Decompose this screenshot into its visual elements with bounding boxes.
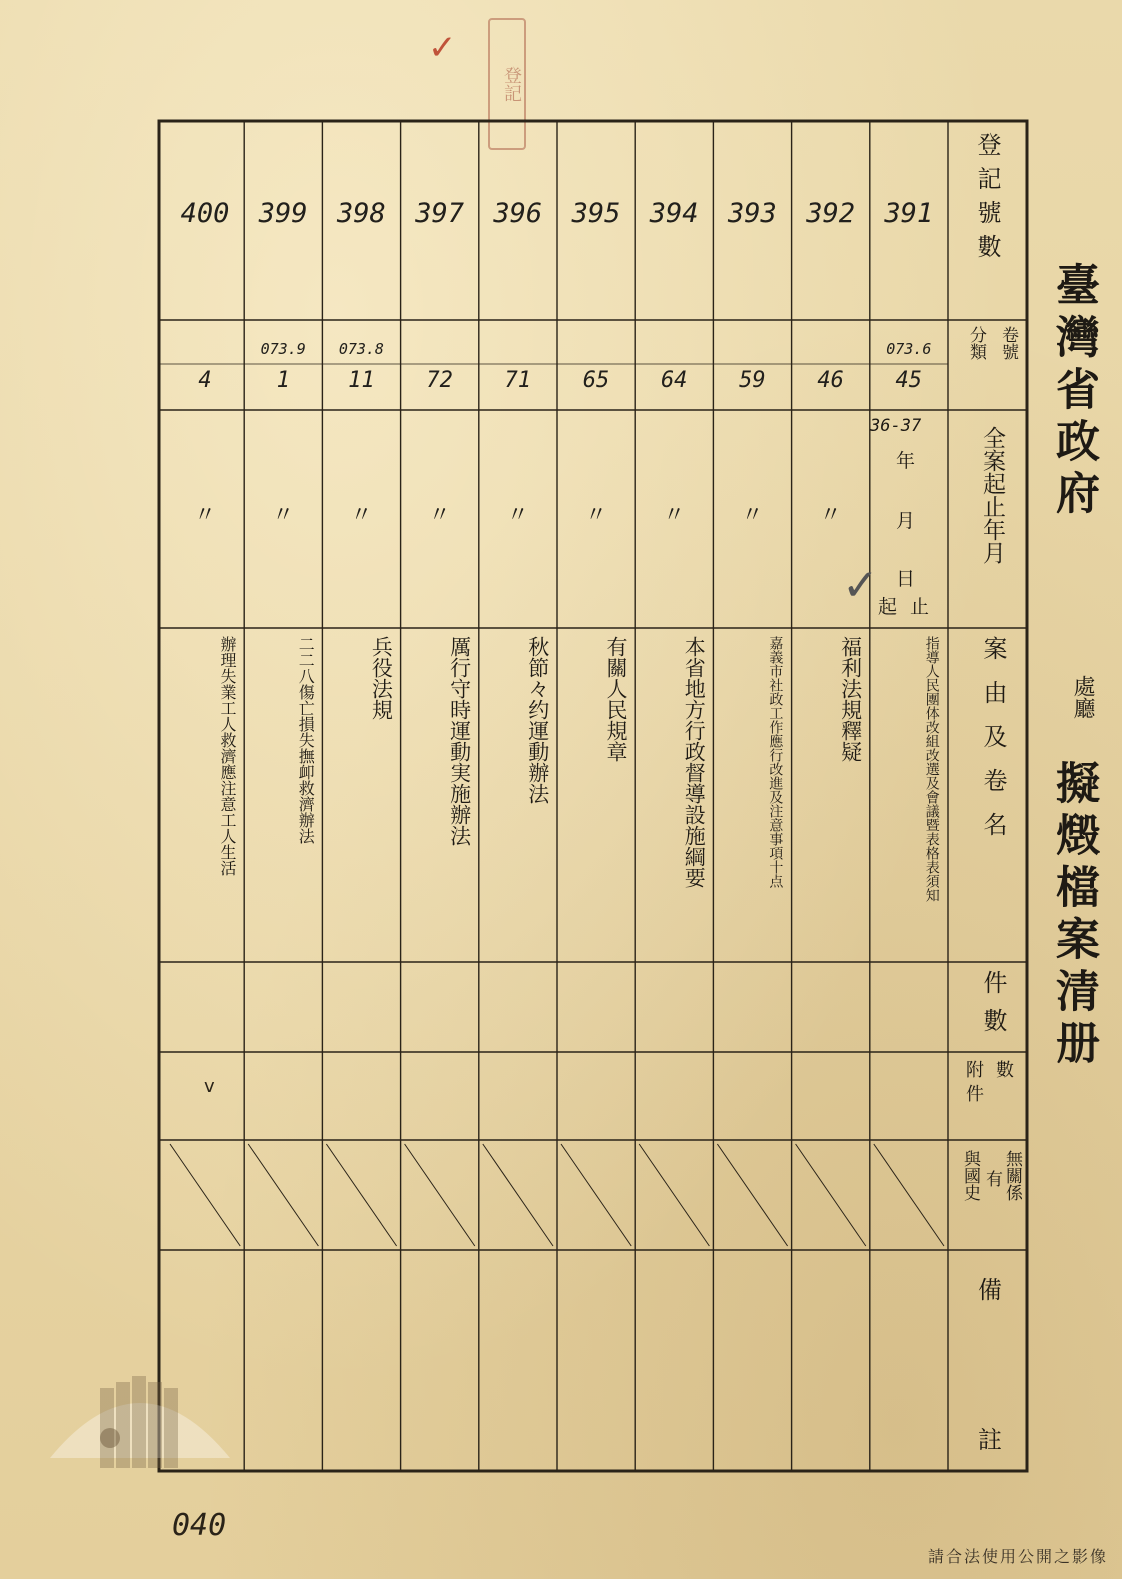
reg-number: 394	[649, 198, 699, 229]
volume-number: 45	[895, 368, 923, 393]
period-ditto: 〃	[272, 503, 295, 528]
tick-mark-icon: v	[204, 1076, 215, 1097]
period-day-char: 日	[896, 568, 916, 590]
period-start-char: 起	[878, 596, 898, 618]
header-subject: 案由及卷名	[979, 636, 1007, 856]
subject-text: 厲行守時運動実施辦法	[447, 636, 472, 846]
subject-text: 指導人民團体改組改選及會議暨表格表須知	[923, 636, 940, 902]
reg-number: 396	[493, 198, 543, 229]
subject-text: 福利法規釋疑	[838, 636, 863, 762]
reg-number: 400	[180, 198, 230, 229]
header-remarks-b: 註	[978, 1426, 1002, 1454]
period-year-char: 年	[896, 450, 916, 472]
period-ditto: 〃	[663, 503, 686, 528]
header-attach: 附件	[963, 1060, 984, 1108]
period-ditto: 〃	[819, 503, 842, 528]
header-period: 全案起止年月	[979, 426, 1005, 564]
volume-number: 1	[276, 368, 290, 393]
subject-text: 二二八傷亡損失撫卹救濟辦法	[296, 636, 316, 844]
period-month-char: 月	[896, 510, 916, 532]
list-title: 擬燬檔案清册	[1048, 760, 1099, 1072]
volume-number: 65	[582, 368, 610, 393]
period-ditto: 〃	[506, 503, 529, 528]
document-title: 臺灣省政府	[1048, 262, 1099, 522]
subject-text: 嘉義市社政工作應行改進及注意事項十点	[767, 636, 784, 888]
class-number: 073.6	[886, 340, 932, 358]
volume-number: 72	[426, 368, 453, 393]
period-ditto: 〃	[193, 503, 216, 528]
subject-text: 兵役法規	[369, 636, 394, 720]
checkmark-icon: ✓	[428, 28, 457, 68]
header-attach-count: 數	[993, 1060, 1014, 1078]
usage-watermark: 請合法使用公開之影像	[927, 1547, 1108, 1566]
reg-number: 397	[415, 198, 464, 229]
header-class: 分類	[966, 326, 986, 360]
header-count: 件數	[979, 970, 1007, 1046]
subject-text: 辦理失業工人救濟應注意工人生活	[218, 636, 237, 876]
period-years: 36-37	[870, 416, 922, 436]
header-history-c: 與國史	[960, 1150, 980, 1201]
header-reg-no: 登記號數	[973, 132, 1001, 268]
period-end-char: 止	[910, 596, 930, 618]
reg-number: 392	[806, 198, 855, 229]
header-history-a: 無關係	[1002, 1150, 1022, 1201]
subject-text: 本省地方行政督導設施綱要	[682, 636, 707, 888]
class-number: 073.9	[260, 340, 306, 358]
period-ditto: 〃	[584, 503, 607, 528]
period-ditto: 〃	[350, 503, 373, 528]
header-volume: 卷號	[998, 326, 1018, 360]
header-remarks-a: 備	[978, 1276, 1002, 1304]
reg-number: 391	[884, 198, 934, 229]
volume-number: 11	[348, 368, 375, 393]
period-ditto: 〃	[428, 503, 451, 528]
reg-number: 399	[258, 198, 308, 229]
reg-number: 395	[571, 198, 621, 229]
volume-number: 59	[739, 368, 766, 393]
page-number: 040	[172, 1508, 227, 1543]
subject-text: 有關人民規章	[604, 636, 628, 762]
reg-number: 393	[728, 198, 777, 229]
header-history-b: 有	[982, 1170, 1002, 1187]
red-stamp: 登記	[488, 18, 526, 150]
subject-text: 秋節々约運動辦法	[525, 636, 550, 804]
class-number: 073.8	[338, 340, 384, 358]
checkmark-icon: ✓	[842, 560, 879, 611]
archive-logo-watermark	[40, 1338, 240, 1488]
reg-number: 398	[337, 198, 386, 229]
volume-number: 4	[198, 368, 212, 393]
period-ditto: 〃	[741, 503, 764, 528]
volume-number: 46	[817, 368, 844, 393]
volume-number: 71	[504, 368, 532, 393]
register-table	[158, 120, 1028, 1472]
volume-number: 64	[660, 368, 688, 393]
office-label: 處廳	[1070, 675, 1095, 719]
